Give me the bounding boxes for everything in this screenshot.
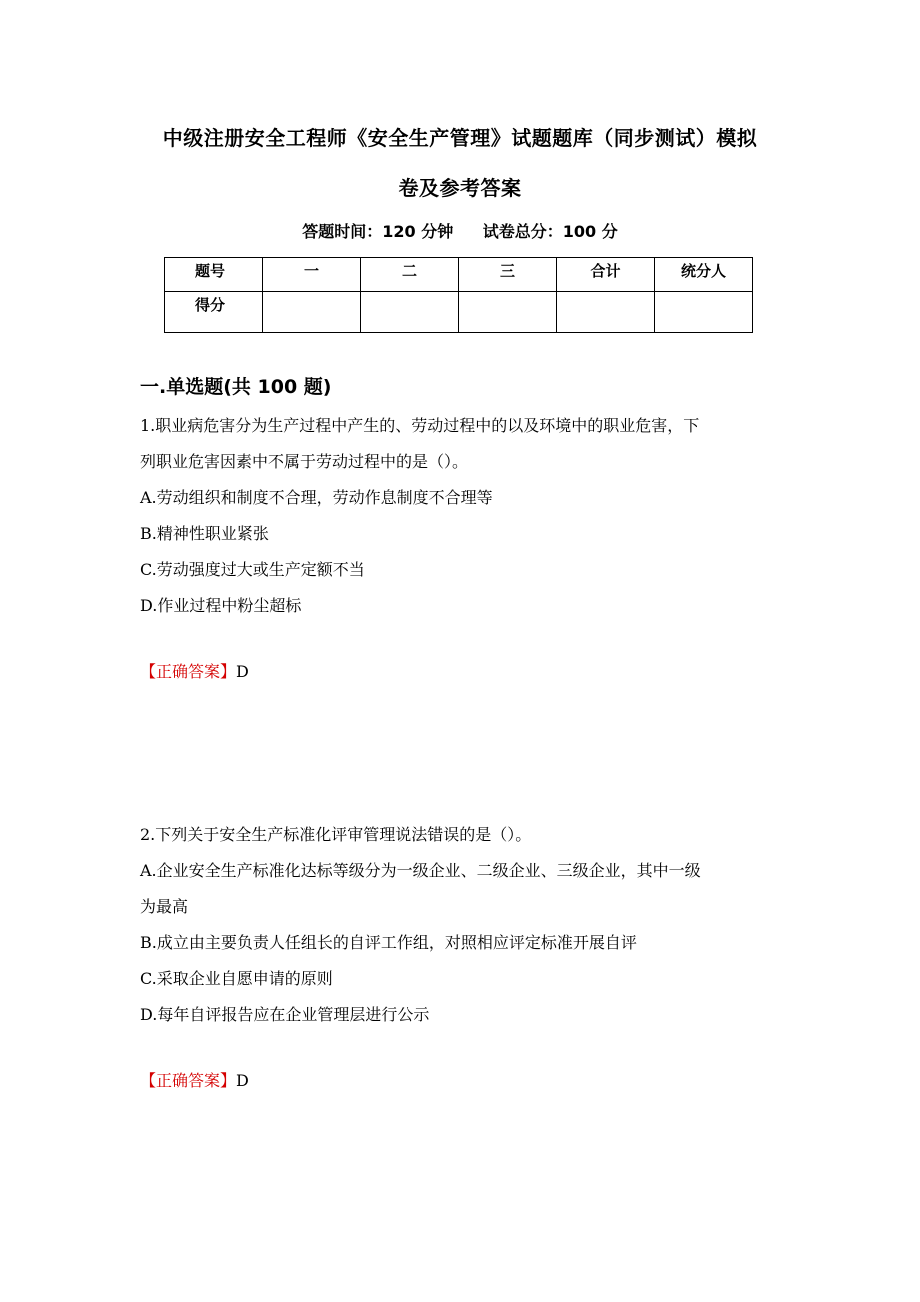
option-a-continued: 为最高 bbox=[140, 897, 189, 916]
score-table bbox=[164, 257, 753, 333]
score-header-cell: 题号 bbox=[165, 258, 263, 292]
question-stem: 1.职业病危害分为生产过程中产生的、劳动过程中的以及环境中的职业危害，下 bbox=[140, 416, 700, 435]
score-row-label: 得分 bbox=[165, 292, 263, 333]
option-b: B.精神性职业紧张 bbox=[140, 524, 269, 543]
answer-label: 【正确答案】 bbox=[140, 1071, 237, 1090]
score-cell bbox=[557, 292, 655, 333]
option-c: C.采取企业自愿申请的原则 bbox=[140, 969, 333, 988]
option-a: A.企业安全生产标准化达标等级分为一级企业、二级企业、三级企业，其中一级 bbox=[140, 861, 701, 880]
question-2 bbox=[140, 817, 790, 1099]
exam-time: 答题时间：120 分钟 bbox=[302, 222, 454, 241]
answer-label: 【正确答案】 bbox=[140, 662, 237, 681]
correct-answer bbox=[140, 1063, 790, 1099]
score-cell bbox=[655, 292, 753, 333]
question-stem: 2.下列关于安全生产标准化评审管理说法错误的是（）。 bbox=[140, 825, 532, 844]
section-title: 一.单选题(共 100 题) bbox=[140, 376, 332, 398]
score-header-cell: 一 bbox=[263, 258, 361, 292]
answer-value: D bbox=[236, 1071, 249, 1090]
score-header-cell: 三 bbox=[459, 258, 557, 292]
document-title-line2: 卷及参考答案 bbox=[398, 176, 522, 200]
score-header-cell: 统分人 bbox=[655, 258, 753, 292]
score-header-cell: 合计 bbox=[557, 258, 655, 292]
correct-answer bbox=[140, 654, 790, 690]
answer-value: D bbox=[236, 662, 249, 681]
exam-meta bbox=[0, 219, 920, 242]
total-score: 试卷总分：100 分 bbox=[482, 222, 618, 241]
document-title-line1: 中级注册安全工程师《安全生产管理》试题题库（同步测试）模拟 bbox=[162, 126, 758, 150]
option-c: C.劳动强度过大或生产定额不当 bbox=[140, 560, 365, 579]
option-d: D.作业过程中粉尘超标 bbox=[140, 596, 302, 615]
option-d: D.每年自评报告应在企业管理层进行公示 bbox=[140, 1005, 430, 1024]
score-table-score-row bbox=[165, 292, 753, 333]
question-stem: 列职业危害因素中不属于劳动过程中的是（）。 bbox=[140, 452, 469, 471]
score-cell bbox=[263, 292, 361, 333]
score-cell bbox=[459, 292, 557, 333]
score-header-cell: 二 bbox=[361, 258, 459, 292]
option-b: B.成立由主要负责人任组长的自评工作组，对照相应评定标准开展自评 bbox=[140, 933, 637, 952]
score-table-header-row bbox=[165, 258, 753, 292]
option-a: A.劳动组织和制度不合理，劳动作息制度不合理等 bbox=[140, 488, 493, 507]
score-cell bbox=[361, 292, 459, 333]
question-1 bbox=[140, 408, 790, 690]
